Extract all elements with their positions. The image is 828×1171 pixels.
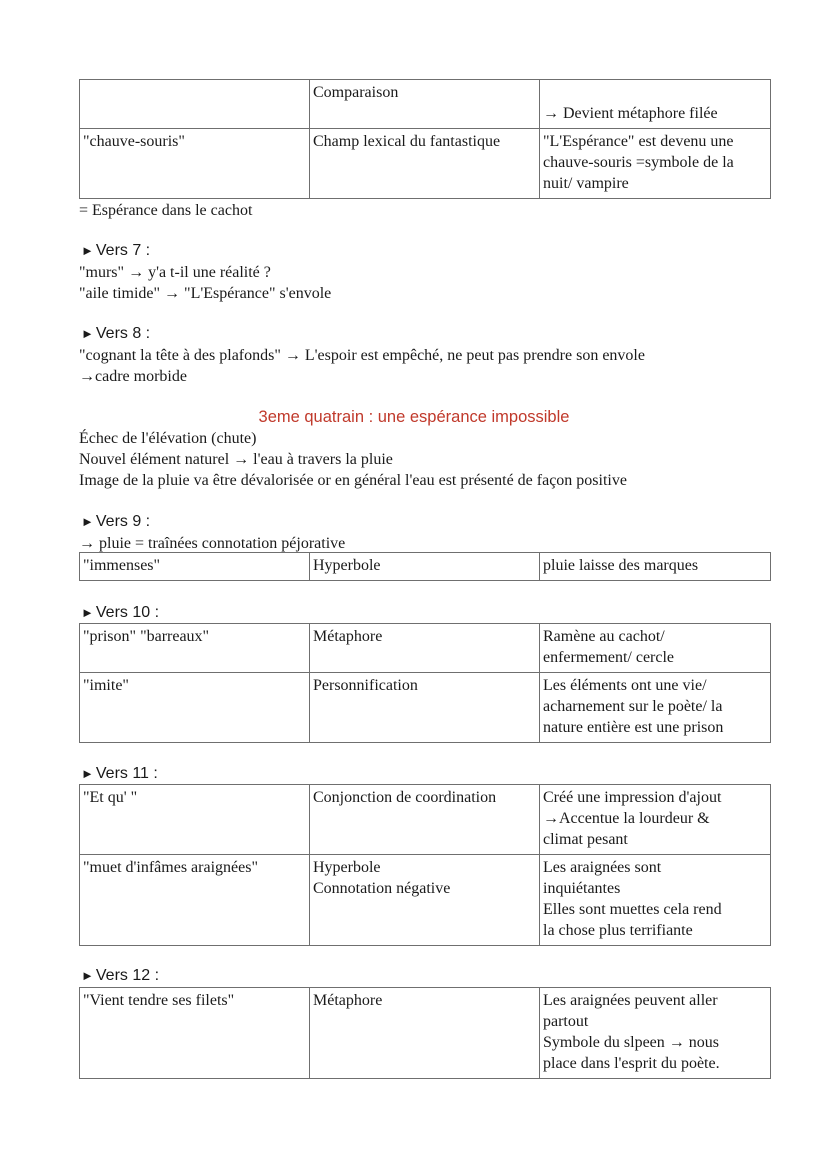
table-cell: Comparaison <box>310 80 540 129</box>
table-cell <box>540 988 771 1079</box>
table-cell <box>310 855 540 946</box>
section-label: Vers 9 : <box>95 513 151 530</box>
table-vers-12 <box>79 987 771 1079</box>
triangle-bullet-icon: ► <box>81 766 94 781</box>
table-cell <box>540 80 771 129</box>
cell-text-line: Créé une impression d'ajout <box>543 789 722 806</box>
text-line: Échec de l'élévation (chute) <box>79 430 257 447</box>
table-cell: "imite" <box>80 673 310 743</box>
table-cell: Métaphore <box>310 988 540 1079</box>
triangle-bullet-icon: ► <box>81 605 94 620</box>
triangle-bullet-icon: ► <box>81 514 94 529</box>
section-label: Vers 11 : <box>95 765 158 782</box>
table-cell: "L'Espérance" est devenu une chauve-souris =symbole de la nuit/ vampire <box>540 129 771 199</box>
cell-text-line: inquiétantes <box>543 880 621 897</box>
table-cell <box>540 785 771 855</box>
triangle-bullet-icon: ► <box>81 968 94 983</box>
table-cell <box>80 80 310 129</box>
table-row <box>80 785 771 855</box>
table-cell <box>540 624 771 673</box>
section-heading-vers-9 <box>81 512 150 532</box>
section-label: Vers 12 : <box>95 967 160 984</box>
cell-text-line: enfermement/ cercle <box>543 649 675 666</box>
table-cell: Champ lexical du fantastique <box>310 129 540 199</box>
cell-text-line: partout <box>543 1013 589 1030</box>
table-row <box>80 624 771 673</box>
section-label: Vers 7 : <box>95 242 151 259</box>
section-title: 3eme quatrain : une espérance impossible <box>258 408 570 426</box>
table-row <box>80 988 771 1079</box>
section-heading-vers-8 <box>81 324 150 344</box>
table-cell: pluie laisse des marques <box>540 553 771 581</box>
text-line: "cognant la tête à des plafonds" → L'espoir est empêché, ne peut pas prendre son envole <box>79 347 645 364</box>
table-vers-11 <box>79 784 771 946</box>
text-line: → pluie = traînées connotation péjorative <box>79 535 346 552</box>
section-heading-vers-7 <box>81 241 150 261</box>
text-line: "murs" → y'a t-il une réalité ? <box>79 264 271 281</box>
table-row <box>80 673 771 743</box>
triangle-bullet-icon: ► <box>81 243 94 258</box>
cell-text-line: Ramène au cachot/ <box>543 628 665 645</box>
table-row <box>80 80 771 129</box>
table-vers-9 <box>79 552 771 581</box>
cell-text-line: Symbole du slpeen → nous <box>543 1034 719 1051</box>
table-cell: "prison" "barreaux" <box>80 624 310 673</box>
table-cell: "Vient tendre ses filets" <box>80 988 310 1079</box>
table-cell: "immenses" <box>80 553 310 581</box>
table-cell: "Et qu' " <box>80 785 310 855</box>
triangle-bullet-icon: ► <box>81 326 94 341</box>
note-text: = Espérance dans le cachot <box>79 202 253 219</box>
section-label: Vers 10 : <box>95 604 160 621</box>
table-row <box>80 855 771 946</box>
cell-text-line: la chose plus terrifiante <box>543 922 693 939</box>
section-label: Vers 8 : <box>95 325 151 342</box>
text-line: Nouvel élément naturel → l'eau à travers la pluie <box>79 451 393 468</box>
text-line: Image de la pluie va être dévalorisée or en général l'eau est présenté de façon positive <box>79 472 627 489</box>
table-row <box>80 129 771 199</box>
section-heading-vers-12 <box>81 966 159 986</box>
cell-text-line: Elles sont muettes cela rend <box>543 901 722 918</box>
cell-text-line: Les araignées peuvent aller <box>543 992 718 1009</box>
table-figures-1 <box>79 79 771 199</box>
table-cell <box>540 855 771 946</box>
cell-text-line: Les éléments ont une vie/ <box>543 677 707 694</box>
cell-text-line: →Accentue la lourdeur & <box>543 810 710 827</box>
table-cell: Métaphore <box>310 624 540 673</box>
table-vers-10 <box>79 623 771 743</box>
table-cell: Hyperbole <box>310 553 540 581</box>
section-heading-vers-10 <box>81 603 159 623</box>
table-cell-text: → Devient métaphore filée <box>543 105 718 122</box>
cell-text-line: Connotation négative <box>313 880 451 897</box>
cell-text-line: acharnement sur le poète/ la <box>543 698 723 715</box>
table-cell: Personnification <box>310 673 540 743</box>
table-cell: Conjonction de coordination <box>310 785 540 855</box>
cell-text-line: nature entière est une prison <box>543 719 724 736</box>
cell-text-line: climat pesant <box>543 831 628 848</box>
cell-text-line: Les araignées sont <box>543 859 662 876</box>
table-cell <box>540 673 771 743</box>
cell-text-line: place dans l'esprit du poète. <box>543 1055 720 1072</box>
table-row <box>80 553 771 581</box>
section-heading-vers-11 <box>81 764 158 784</box>
text-line: "aile timide" → "L'Espérance" s'envole <box>79 285 332 302</box>
cell-text-line: Hyperbole <box>313 859 381 876</box>
table-cell: "muet d'infâmes araignées" <box>80 855 310 946</box>
text-line: →cadre morbide <box>79 368 187 385</box>
table-cell: "chauve-souris" <box>80 129 310 199</box>
